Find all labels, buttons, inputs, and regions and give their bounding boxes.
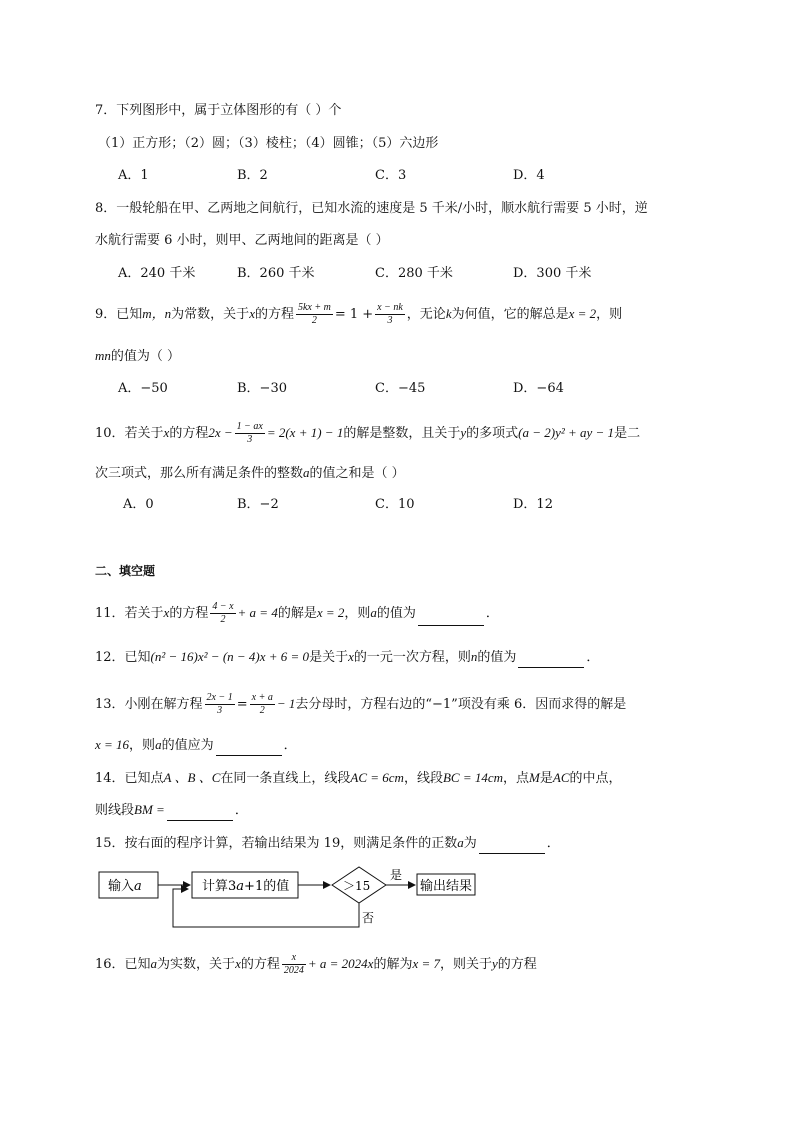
q9-option-c: C．−45 bbox=[375, 381, 426, 396]
q12-line: 12．已知(n² − 16)x² − (n − 4)x + 6 = 0是关于x的一元一次方程，则n的值为 ． bbox=[95, 647, 599, 668]
q14-line2: 则线段BM = ． bbox=[95, 800, 248, 821]
q10-option-b: B．−2 bbox=[237, 497, 279, 512]
q10-fraction: $\frac{1 - ax}{3}$ bbox=[236, 421, 263, 445]
q8-line2: 水航行需要 6 小时，则甲、乙两地间的距离是（ ） bbox=[95, 233, 389, 248]
q7-option-a: A．1 bbox=[118, 168, 149, 183]
calc-box-label: 计算3a+1的值 bbox=[202, 879, 290, 894]
q10-option-d: D．12 bbox=[513, 497, 553, 512]
q8-line1: 8．一般轮船在甲、乙两地之间航行，已知水流的速度是 5 千米/小时，顺水航行需要 5 小时，逆 bbox=[95, 201, 648, 216]
q15-answer-blank[interactable] bbox=[479, 839, 545, 854]
q11-answer-blank[interactable] bbox=[418, 611, 484, 626]
q7-option-b: B．2 bbox=[237, 168, 268, 183]
q13-line1: 13．小刚在解方程 $\frac{2x - 1}{3}$ = $\frac{x + a}{2}$ − 1去分母时，方程右边的“−1”项没有乘 6．因而求得的解是 bbox=[95, 692, 627, 716]
q10-line2: 次三项式，那么所有满足条件的整数a的值之和是（ ） bbox=[95, 465, 405, 481]
q16-line: 16．已知a为实数，关于x的方程 $\frac{x}{2024}$ + a = 2024x的解为x = 7，则关于y的方程 bbox=[95, 952, 537, 976]
section-title: 二、填空题 bbox=[95, 564, 156, 578]
output-box-label: 输出结果 bbox=[420, 879, 473, 894]
q9-fraction-1: $\frac{5kx + m}{2}$ bbox=[297, 302, 331, 326]
q16-fraction: $\frac{x}{2024}$ bbox=[283, 952, 304, 976]
q11-line: 11．若关于x的方程 $\frac{4 - x}{2}$ + a = 4的解是x = 2，则a的值为 ． bbox=[95, 601, 499, 625]
q9-option-a: A．−50 bbox=[118, 381, 168, 396]
q7-option-c: C．3 bbox=[375, 168, 407, 183]
q10-option-a: A．0 bbox=[123, 497, 154, 512]
q12-answer-blank[interactable] bbox=[518, 653, 584, 668]
q13-fraction-1: $\frac{2x - 1}{3}$ bbox=[206, 692, 233, 716]
q8-option-c: C．280 千米 bbox=[375, 266, 453, 281]
q8-option-b: B．260 千米 bbox=[237, 266, 315, 281]
q13-answer-blank[interactable] bbox=[216, 741, 282, 756]
q8-option-a: A．240 千米 bbox=[118, 266, 196, 281]
q8-option-d: D．300 千米 bbox=[513, 266, 592, 281]
q9-line2: mn的值为（ ） bbox=[95, 348, 181, 364]
q13-fraction-2: $\frac{x + a}{2}$ bbox=[251, 692, 273, 716]
q15-stem: 15．按右面的程序计算，若输出结果为 19，则满足条件的正数a为 ． bbox=[95, 833, 560, 854]
q9-fraction-2: $\frac{x - nk}{3}$ bbox=[377, 302, 403, 326]
q7-items: （1）正方形；（2）圆；（3）棱柱；（4）圆锥；（5）六边形 bbox=[98, 136, 439, 151]
q10-option-c: C．10 bbox=[375, 497, 415, 512]
q13-line2: x = 16，则a的值应为 ． bbox=[95, 735, 297, 756]
program-flowchart bbox=[90, 862, 490, 942]
q7-option-d: D．4 bbox=[513, 168, 545, 183]
q9-option-d: D．−64 bbox=[513, 381, 564, 396]
q9-var-mn: m，n bbox=[142, 306, 172, 321]
q10-line1: 10．若关于x的方程2x − $\frac{1 - ax}{3}$ = 2(x + 1) − 1的解是整数，且关于y的多项式(a − 2)y² + ay − 1是二 bbox=[95, 421, 641, 445]
q9-option-b: B．−30 bbox=[237, 381, 287, 396]
q14-line1: 14．已知点A 、B 、C在同一条直线上，线段AC = 6cm，线段BC = 14cm，点M是AC的中点， bbox=[95, 770, 622, 786]
input-box-label: 输入a bbox=[108, 879, 142, 894]
q7-stem: 7．下列图形中，属于立体图形的有（ ）个 bbox=[95, 103, 342, 118]
condition-label: ＞15 bbox=[343, 879, 371, 893]
no-label: 否 bbox=[362, 911, 375, 925]
yes-label: 是 bbox=[390, 868, 403, 882]
q9-line1: 9．已知m，n为常数，关于x的方程 $\frac{5kx + m}{2}$ = 1 + $\frac{x - nk}{3}$ ，无论k为何值，它的解总是x = 2，则 bbox=[95, 302, 623, 326]
q11-fraction: $\frac{4 - x}{2}$ bbox=[212, 601, 234, 625]
q14-answer-blank[interactable] bbox=[167, 806, 233, 821]
